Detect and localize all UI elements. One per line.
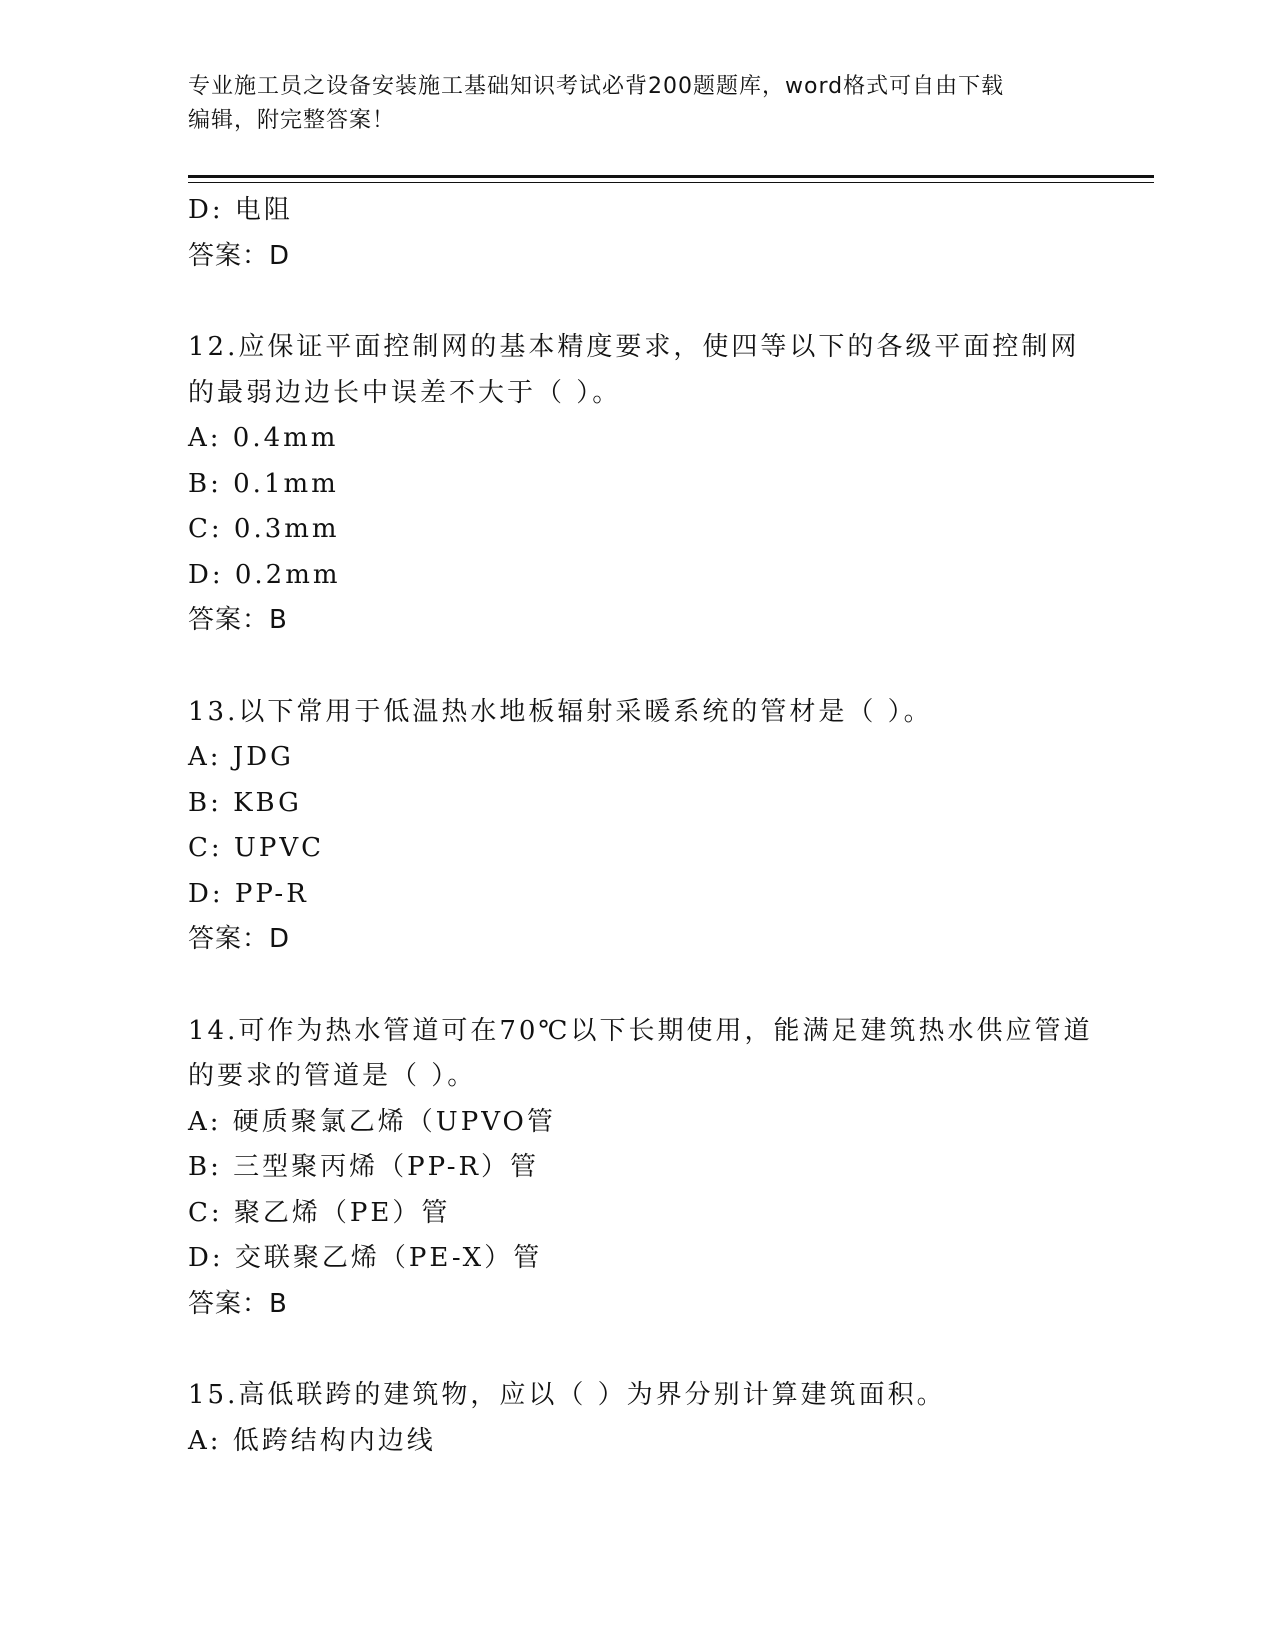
spacer — [188, 963, 1154, 1009]
option-d: D: 交联聚乙烯（PE-X）管 — [188, 1243, 543, 1273]
answer-line: 答案：D — [188, 240, 291, 271]
spacer — [188, 644, 1154, 690]
question-stem: 13.以下常用于低温热水地板辐射采暖系统的管材是（ ）。 — [188, 696, 933, 727]
question-12 — [188, 325, 1154, 644]
header-title-line-2: 编辑，附完整答案！ — [188, 108, 396, 133]
header-title-line-1: 专业施工员之设备安装施工基础知识考试必背200题题库，word格式可自由下载 — [188, 74, 1005, 99]
answer-line: 答案：B — [188, 605, 288, 635]
answer-line: 答案：D — [188, 924, 291, 954]
answer-line: 答案：B — [188, 1288, 288, 1319]
option-d: D: PP-R — [188, 878, 309, 909]
option-b: B: KBG — [188, 787, 302, 818]
document-header — [188, 70, 1088, 138]
option-b: B: 三型聚丙烯（PP-R）管 — [188, 1152, 540, 1182]
option-d: D: 电阻 — [188, 195, 293, 225]
spacer — [188, 279, 1154, 325]
question-stem: 14.可作为热水管道可在70℃以下长期使用，能满足建筑热水供应管道 — [188, 1015, 1093, 1046]
question-stem: 12.应保证平面控制网的基本精度要求，使四等以下的各级平面控制网 — [188, 332, 1080, 362]
option-c: C: 0.3mm — [188, 514, 340, 544]
option-d: D: 0.2mm — [188, 559, 341, 590]
question-stem-continued: 的最弱边边长中误差不大于（ ）。 — [188, 377, 622, 408]
question-14 — [188, 1009, 1154, 1328]
question-stem: 15.高低联跨的建筑物，应以（ ）为界分别计算建筑面积。 — [188, 1380, 946, 1410]
option-a: A: 硬质聚氯乙烯（UPVO管 — [188, 1106, 556, 1137]
header-divider-thick — [188, 175, 1154, 178]
option-b: B: 0.1mm — [188, 468, 339, 499]
spacer — [188, 1327, 1154, 1373]
question-list — [188, 188, 1154, 1464]
option-a: A: 低跨结构内边线 — [188, 1425, 436, 1456]
option-c: C: 聚乙烯（PE）管 — [188, 1197, 451, 1228]
question-stem-continued: 的要求的管道是（ ）。 — [188, 1061, 477, 1091]
header-divider-thin — [188, 182, 1154, 183]
option-a: A: JDG — [188, 742, 294, 772]
question-13 — [188, 690, 1154, 963]
question-15 — [188, 1373, 1154, 1464]
option-c: C: UPVC — [188, 833, 324, 863]
option-a: A: 0.4mm — [188, 423, 339, 453]
